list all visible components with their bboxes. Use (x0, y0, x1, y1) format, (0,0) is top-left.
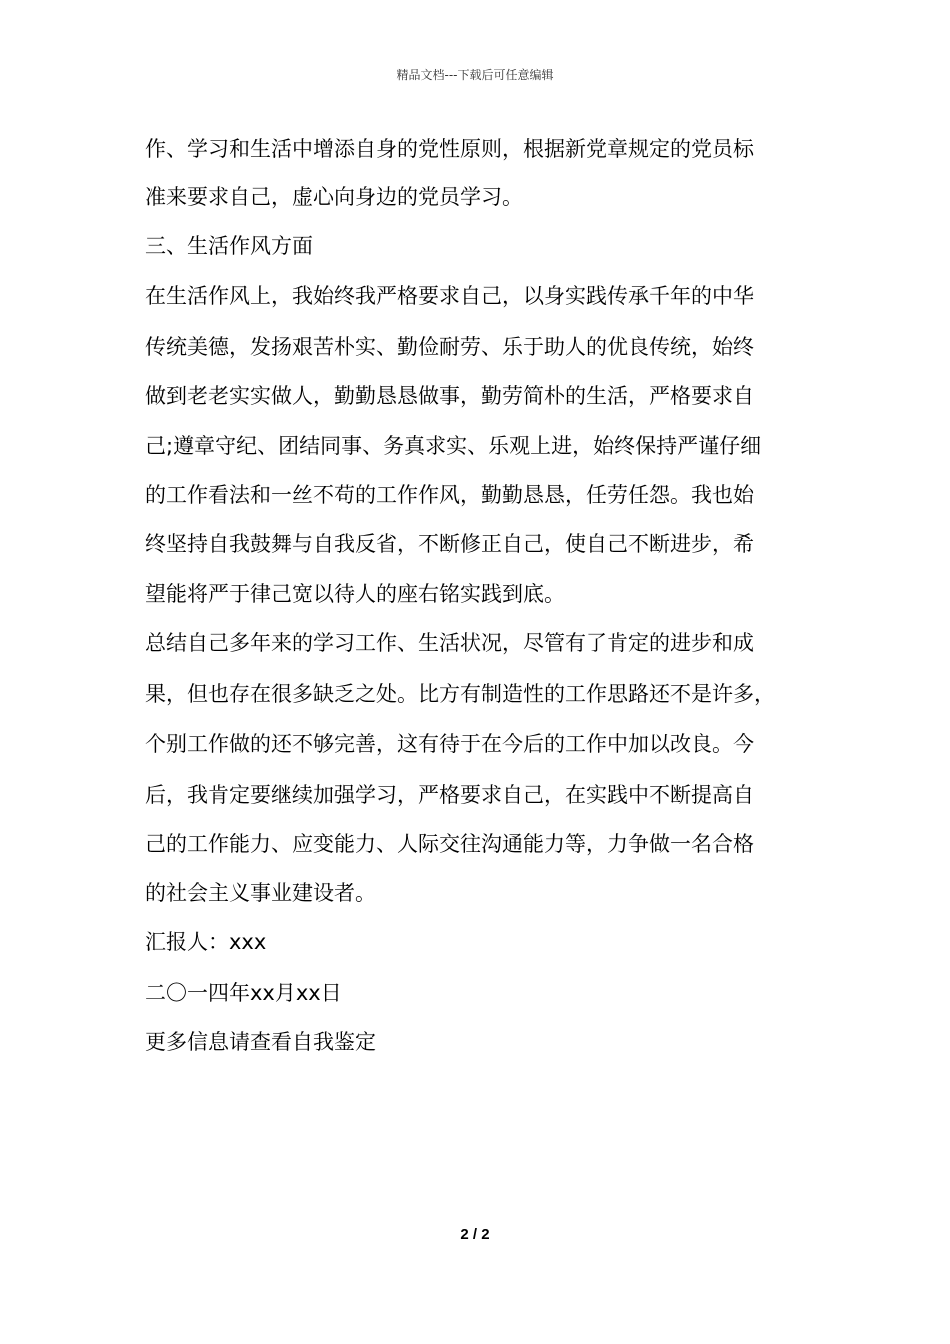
more-info-line: 更多信息请查看自我鉴定 (145, 1030, 376, 1054)
text-line: 个别工作做的还不够完善，这有待于在今后的工作中加以改良。今 (145, 732, 754, 756)
text-line: 总结自己多年来的学习工作、生活状况，尽管有了肯定的进步和成 (145, 631, 754, 655)
date-line: 二〇一四年xx月xx日 (145, 981, 342, 1005)
text-line: 后，我肯定要继续加强学习，严格要求自己，在实践中不断提高自 (145, 783, 754, 807)
text-line: 己;遵章守纪、团结同事、务真求实、乐观上进，始终保持严谨仔细 (145, 434, 762, 458)
text-line: 在生活作风上，我始终我严格要求自己，以身实践传承千年的中华 (145, 284, 754, 308)
text-line: 望能将严于律己宽以待人的座右铭实践到底。 (145, 582, 565, 606)
text-line: 的社会主义事业建设者。 (145, 881, 376, 905)
page-number: 2 / 2 (460, 1226, 490, 1243)
text-line: 果，但也存在很多缺乏之处。比方有制造性的工作思路还不是许多， (145, 682, 775, 706)
text-line: 做到老老实实做人，勤勤恳恳做事，勤劳简朴的生活，严格要求自 (145, 384, 754, 408)
text-line: 的工作看法和一丝不苟的工作作风，勤勤恳恳，任劳任怨。我也始 (145, 483, 754, 507)
section-heading: 三、生活作风方面 (145, 234, 313, 258)
text-line: 作、学习和生活中增添自身的党性原则，根据新党章规定的党员标 (145, 137, 754, 161)
text-line: 己的工作能力、应变能力、人际交往沟通能力等，力争做一名合格 (145, 832, 754, 856)
text-line: 准来要求自己，虚心向身边的党员学习。 (145, 185, 523, 209)
reporter-signature: 汇报人：xxx (145, 930, 267, 954)
text-line: 终坚持自我鼓舞与自我反省，不断修正自己，使自己不断进步，希 (145, 532, 754, 556)
text-line: 传统美德，发扬艰苦朴实、勤俭耐劳、乐于助人的优良传统，始终 (145, 335, 754, 359)
document-header: 精品文档---下载后可任意编辑 (396, 68, 554, 82)
